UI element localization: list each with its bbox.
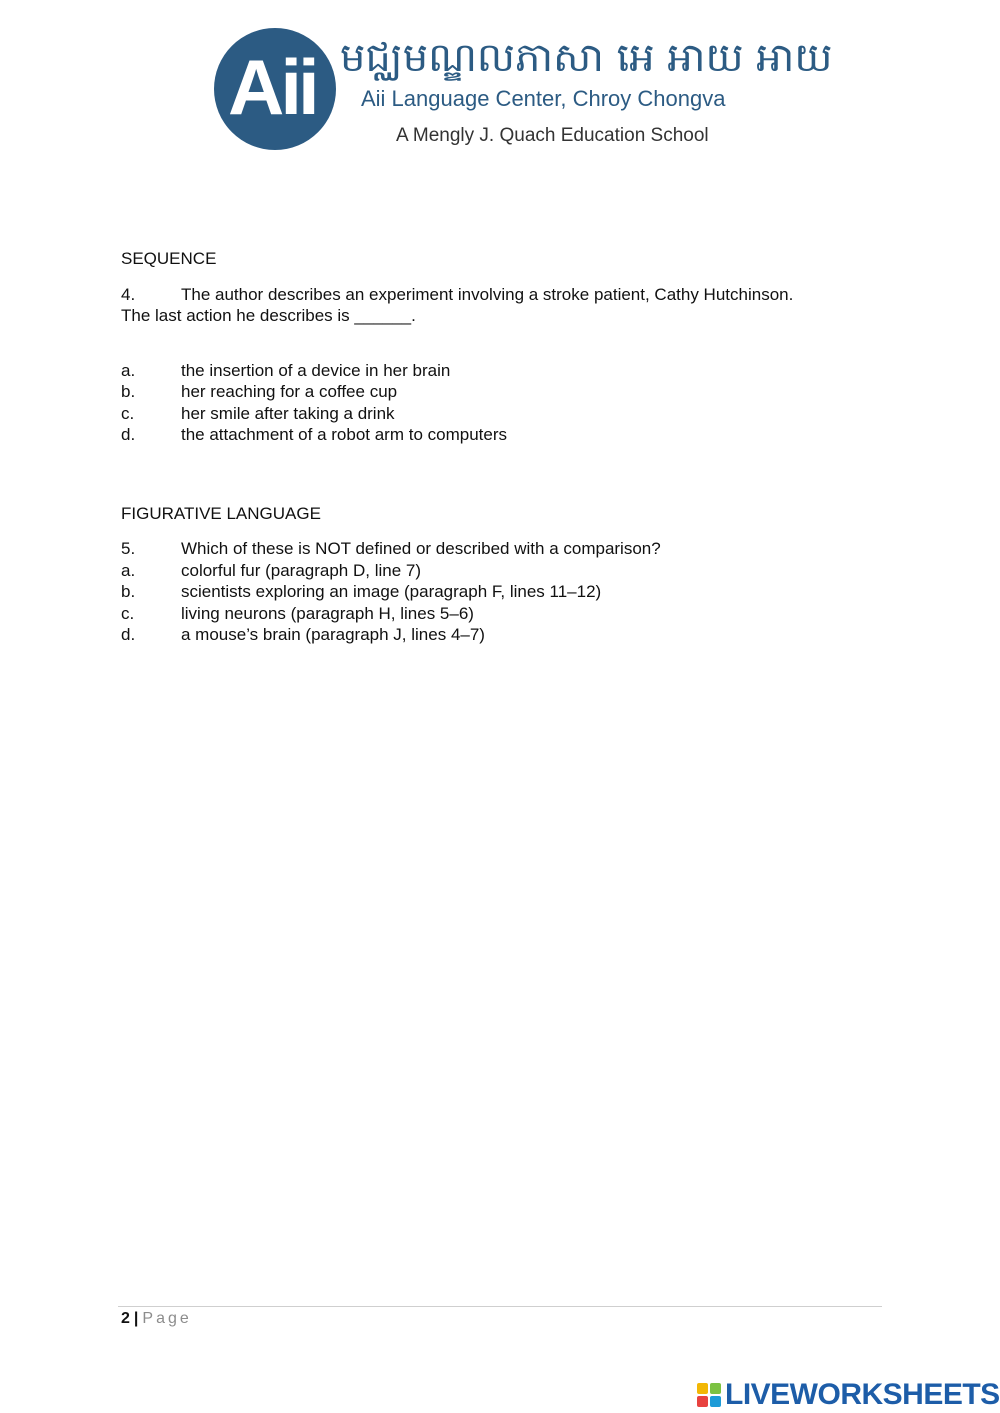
option-text: colorful fur (paragraph D, line 7) xyxy=(181,560,422,580)
answer-option[interactable] xyxy=(121,560,881,582)
option-letter: d. xyxy=(121,625,136,644)
answer-options xyxy=(121,360,881,446)
question-number: 5. xyxy=(121,539,136,558)
option-text: her smile after taking a drink xyxy=(181,403,395,423)
page-number: 2 xyxy=(121,1310,130,1327)
option-text: her reaching for a coffee cup xyxy=(181,382,398,401)
option-text: the insertion of a device in her brain xyxy=(181,360,451,380)
answer-option[interactable] xyxy=(121,624,881,646)
page-label: Page xyxy=(142,1310,192,1327)
answer-options xyxy=(121,560,881,646)
school-logo-emblem xyxy=(214,28,336,150)
liveworksheets-logo-icon xyxy=(697,1383,721,1407)
khmer-school-title: មជ្ឈមណ្ឌលភាសា អេ អាយ អាយ xyxy=(340,35,833,81)
footer-divider xyxy=(118,1306,882,1307)
worksheet-content xyxy=(121,248,881,646)
logo-letters: Aii xyxy=(228,43,316,131)
question-text: Which of these is NOT defined or described with a comparison? xyxy=(181,539,661,558)
option-letter: a. xyxy=(121,560,136,580)
option-letter: d. xyxy=(121,425,136,444)
question-5 xyxy=(121,538,881,560)
question-continuation: The last action he describes is ______. xyxy=(121,306,416,325)
school-tagline: A Mengly J. Quach Education School xyxy=(396,125,709,146)
section-title: FIGURATIVE LANGUAGE xyxy=(121,503,321,523)
center-name: Aii Language Center, Chroy Chongva xyxy=(361,86,726,111)
answer-option[interactable] xyxy=(121,381,881,403)
option-letter: c. xyxy=(121,403,135,423)
option-letter: a. xyxy=(121,360,136,380)
liveworksheets-watermark xyxy=(697,1378,1000,1412)
section-figurative-language xyxy=(121,503,881,646)
option-letter: b. xyxy=(121,582,136,601)
page-footer xyxy=(121,1310,192,1328)
option-text: living neurons (paragraph H, lines 5–6) xyxy=(181,603,474,623)
footer-separator: | xyxy=(133,1310,139,1327)
option-letter: b. xyxy=(121,382,136,401)
option-text: scientists exploring an image (paragraph F, lines 11–12) xyxy=(181,582,602,601)
answer-option[interactable] xyxy=(121,360,881,382)
question-number: 4. xyxy=(121,284,136,304)
question-4 xyxy=(121,284,881,327)
question-text: The author describes an experiment involving a stroke patient, Cathy Hutchinson. xyxy=(181,284,794,304)
section-title: SEQUENCE xyxy=(121,249,217,268)
section-sequence xyxy=(121,248,881,446)
option-letter: c. xyxy=(121,603,135,623)
option-text: a mouse’s brain (paragraph J, lines 4–7) xyxy=(181,625,485,644)
answer-option[interactable] xyxy=(121,581,881,603)
liveworksheets-text: LIVEWORKSHEETS xyxy=(725,1378,1000,1411)
option-text: the attachment of a robot arm to computers xyxy=(181,425,507,444)
answer-option[interactable] xyxy=(121,603,881,625)
answer-option[interactable] xyxy=(121,424,881,446)
answer-option[interactable] xyxy=(121,403,881,425)
